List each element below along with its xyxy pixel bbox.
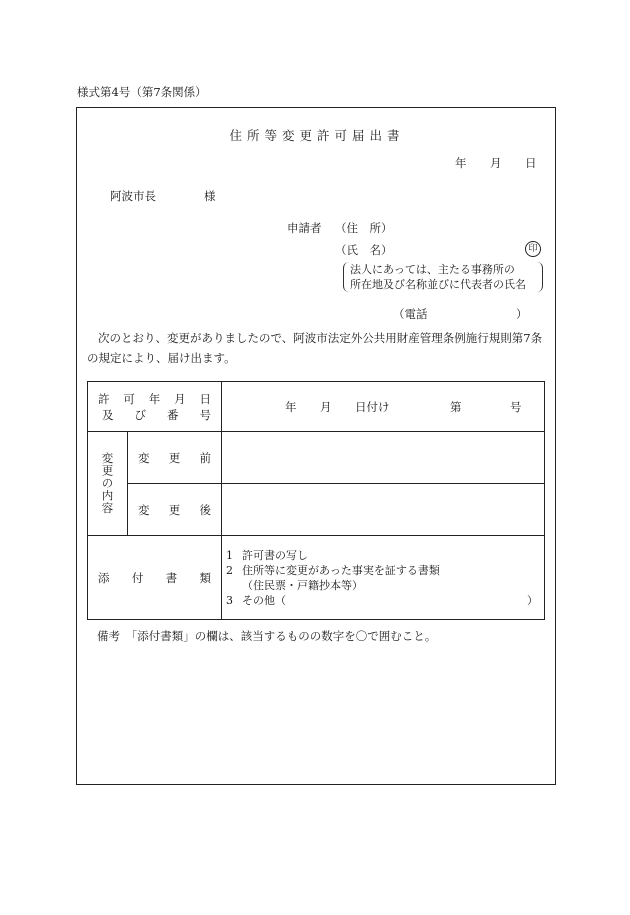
after-value-cell: [222, 484, 545, 536]
change-group-cell: [88, 432, 128, 536]
permit-year: 年: [285, 399, 297, 414]
attachments-row: [88, 536, 545, 620]
attachment-text: 許可書の写し: [242, 548, 308, 562]
before-label-cell: [128, 432, 222, 484]
permit-label-char: 許: [98, 391, 110, 406]
attachments-label-char: 付: [131, 570, 144, 585]
attachments-label-char: 類: [199, 570, 211, 585]
attachment-item: [226, 593, 538, 608]
permit-day: 日付け: [355, 399, 390, 414]
body-paragraph: 次のとおり、変更がありましたので、阿波市法定外公共用財産管理条例施行規則第7条の規定により、届け出ます。: [87, 331, 543, 365]
name-label: （氏 名）: [335, 243, 393, 257]
date-day: 日: [525, 156, 537, 170]
permit-row: [88, 382, 545, 432]
permit-label-cell: [88, 382, 222, 432]
before-label: [128, 450, 221, 466]
before-value-cell: [222, 432, 545, 484]
permit-value-cell: [222, 382, 545, 432]
permit-label-char: 日: [199, 391, 211, 406]
address-label: （住 所）: [335, 221, 393, 235]
corporation-note: [343, 262, 543, 292]
attachment-item: [226, 578, 538, 593]
permit-label-line2: [88, 407, 221, 423]
attachments-list: [222, 536, 545, 620]
permit-table: [87, 381, 545, 620]
form-frame: [76, 107, 556, 785]
before-label-char: 前: [199, 450, 211, 465]
attachment-text: （住民票・戸籍抄本等）: [242, 578, 363, 592]
permit-label-char: 可: [123, 391, 135, 406]
attachment-text: その他（: [242, 593, 286, 607]
phone-close: ）: [516, 307, 528, 321]
addressee-name: 阿波市長: [110, 189, 156, 203]
form-number-label: 様式第4号（第7条関係）: [77, 85, 207, 99]
attachment-close-paren: ）: [527, 593, 538, 607]
permit-number-prefix: 第: [450, 399, 462, 414]
date-month: 月: [490, 156, 502, 170]
addressee-honorific: 様: [204, 189, 216, 203]
attachments-label-char: 添: [98, 570, 110, 585]
before-label-char: 更: [168, 450, 181, 465]
after-label: [128, 502, 221, 518]
remarks-note: 備考 「添付書類」の欄は、該当するものの数字を〇で囲むこと。: [97, 629, 437, 643]
attachment-text: 住所等に変更があった事実を証する書類: [242, 563, 440, 577]
permit-month: 月: [320, 399, 332, 414]
attachments-label-cell: [88, 536, 222, 620]
date-year: 年: [455, 156, 467, 170]
permit-number-suffix: 号: [510, 399, 522, 414]
form-title: 住所等変更許可届出書: [229, 128, 405, 143]
permit-label-char: 月: [174, 391, 186, 406]
before-label-char: 変: [138, 450, 150, 465]
corporation-note-line1: 法人にあっては、主たる事務所の: [350, 263, 515, 276]
attachment-item: [226, 563, 538, 578]
after-label-char: 更: [168, 502, 181, 517]
change-before-row: [88, 432, 545, 484]
seal-mark: 印: [525, 241, 541, 257]
corporation-note-line2: 所在地及び名称並びに代表者の氏名: [350, 278, 526, 291]
attachments-label: [88, 570, 221, 586]
permit-label-char: 及: [102, 407, 114, 422]
attachment-item: [226, 548, 538, 563]
after-label-cell: [128, 484, 222, 536]
attachment-number: [226, 578, 242, 593]
applicant-label: 申請者: [287, 221, 322, 235]
attachment-number: 3: [226, 593, 233, 607]
permit-label-line1: [88, 391, 221, 407]
change-after-row: [88, 484, 545, 536]
permit-label-char: 号: [199, 407, 211, 422]
attachments-label-char: 書: [165, 570, 178, 585]
phone-label: （電話: [393, 307, 428, 321]
attachment-number: 1: [226, 548, 233, 562]
change-group-label: 変更の内容: [100, 452, 115, 515]
attachment-number: 2: [226, 563, 233, 577]
after-label-char: 変: [138, 502, 150, 517]
permit-label-char: び: [134, 407, 146, 422]
permit-label-char: 番: [167, 407, 179, 422]
permit-label-char: 年: [148, 391, 161, 406]
after-label-char: 後: [199, 502, 211, 517]
